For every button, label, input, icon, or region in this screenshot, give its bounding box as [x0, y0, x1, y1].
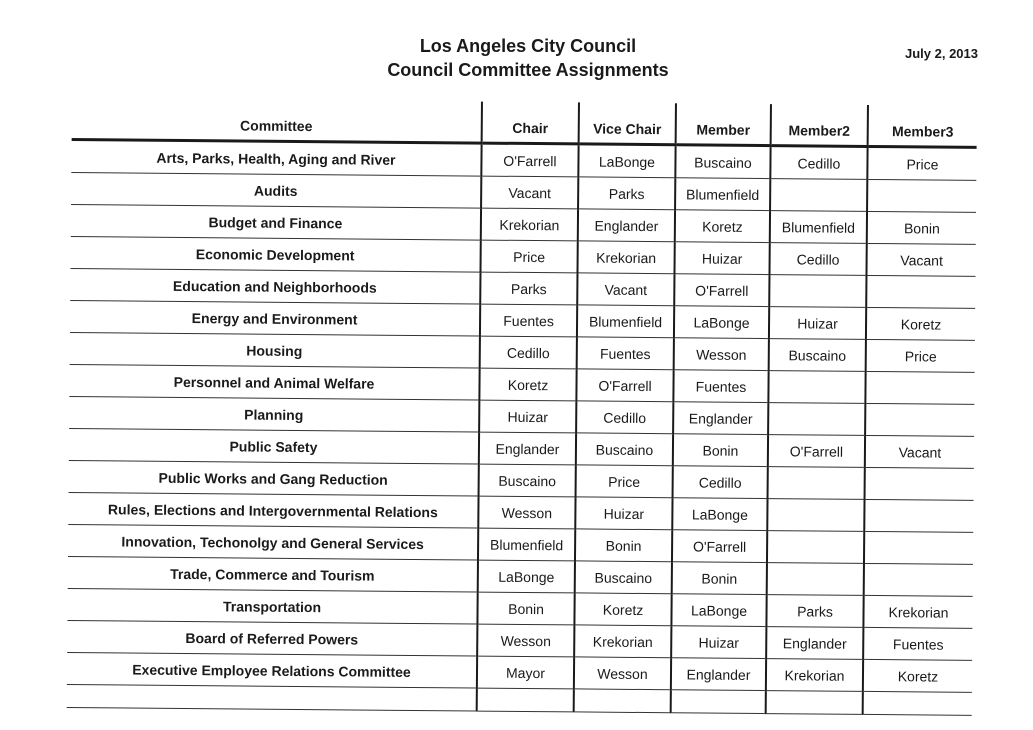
chair-cell: Wesson: [477, 624, 574, 657]
committee-cell: Trade, Commerce and Tourism: [68, 556, 478, 592]
member3-cell: [864, 531, 973, 564]
committee-cell: Innovation, Techonolgy and General Services: [68, 524, 478, 560]
member-cell: Buscaino: [675, 145, 770, 179]
chair-cell: Fuentes: [480, 304, 577, 337]
vice-chair-cell: Parks: [578, 177, 675, 210]
member3-cell: Price: [866, 339, 975, 372]
member2-cell: [768, 371, 865, 404]
column-header-committee: Committee: [72, 98, 482, 143]
member3-cell: Koretz: [863, 659, 972, 692]
vice-chair-cell: Englander: [578, 209, 675, 242]
chair-cell: O'Farrell: [481, 143, 578, 177]
member-cell: O'Farrell: [674, 274, 769, 307]
member3-cell: Koretz: [866, 307, 975, 340]
chair-cell: Englander: [479, 432, 576, 465]
member3-cell: Price: [867, 146, 976, 180]
committee-cell: Personnel and Animal Welfare: [69, 364, 479, 400]
vice-chair-cell: Vacant: [577, 273, 674, 306]
member-cell: Wesson: [674, 338, 769, 371]
chair-cell: Buscaino: [479, 464, 576, 497]
vice-chair-cell: Koretz: [574, 593, 671, 626]
member-cell: Englander: [671, 658, 766, 691]
committee-cell: Energy and Environment: [70, 300, 480, 336]
member2-cell: Blumenfield: [770, 211, 867, 244]
blank-cell: [671, 690, 766, 714]
chair-cell: LaBonge: [478, 560, 575, 593]
member2-cell: [768, 403, 865, 436]
member2-cell: [768, 467, 865, 500]
member3-cell: [865, 371, 974, 404]
column-header-chair: Chair: [482, 102, 579, 144]
member2-cell: O'Farrell: [768, 435, 865, 468]
vice-chair-cell: Blumenfield: [577, 305, 674, 338]
member-cell: Cedillo: [673, 466, 768, 499]
blank-cell: [574, 689, 671, 713]
vice-chair-cell: Bonin: [575, 529, 672, 562]
member-cell: LaBonge: [671, 594, 766, 627]
vice-chair-cell: LaBonge: [578, 144, 675, 178]
committee-cell: Economic Development: [71, 236, 481, 272]
member3-cell: [865, 403, 974, 436]
member2-cell: [767, 499, 864, 532]
vice-chair-cell: Buscaino: [576, 433, 673, 466]
member-cell: Englander: [673, 402, 768, 435]
member3-cell: [864, 563, 973, 596]
vice-chair-cell: Cedillo: [576, 401, 673, 434]
committee-cell: Education and Neighborhoods: [70, 268, 480, 304]
vice-chair-cell: Buscaino: [575, 561, 672, 594]
member2-cell: [769, 275, 866, 308]
title-line-2: Council Committee Assignments: [387, 60, 669, 80]
chair-cell: Bonin: [477, 592, 574, 625]
member2-cell: [767, 563, 864, 596]
member-cell: Koretz: [675, 210, 770, 243]
document-date: July 2, 2013: [905, 46, 978, 61]
member2-cell: Cedillo: [770, 146, 867, 180]
vice-chair-cell: Huizar: [575, 497, 672, 530]
member3-cell: Krekorian: [863, 595, 972, 628]
blank-cell: [766, 691, 863, 715]
chair-cell: Cedillo: [480, 336, 577, 369]
chair-cell: Parks: [480, 272, 577, 305]
vice-chair-cell: Price: [576, 465, 673, 498]
table-body: [67, 139, 977, 715]
member-cell: Bonin: [673, 434, 768, 467]
member-cell: LaBonge: [674, 306, 769, 339]
member-cell: Fuentes: [673, 370, 768, 403]
title-line-1: Los Angeles City Council: [419, 36, 637, 56]
member2-cell: [770, 179, 867, 212]
member3-cell: [865, 467, 974, 500]
committee-cell: Planning: [69, 396, 479, 432]
chair-cell: Price: [480, 240, 577, 273]
vice-chair-cell: O'Farrell: [576, 369, 673, 402]
committee-cell: Budget and Finance: [71, 204, 481, 240]
document-title: [378, 34, 678, 82]
chair-cell: Vacant: [481, 176, 578, 209]
committee-cell: Housing: [70, 332, 480, 368]
member3-cell: [864, 499, 973, 532]
member-cell: Bonin: [672, 562, 767, 595]
chair-cell: Blumenfield: [478, 528, 575, 561]
member3-cell: Vacant: [866, 243, 975, 276]
chair-cell: Mayor: [477, 656, 574, 689]
member2-cell: Krekorian: [766, 659, 863, 692]
committee-cell: Transportation: [67, 588, 477, 624]
vice-chair-cell: Wesson: [574, 657, 671, 690]
member2-cell: Huizar: [769, 307, 866, 340]
vice-chair-cell: Krekorian: [577, 241, 674, 274]
column-header-vice-chair: Vice Chair: [579, 102, 676, 144]
member3-cell: Vacant: [865, 435, 974, 468]
column-header-member3: Member3: [868, 105, 977, 147]
committee-cell: Public Safety: [69, 428, 479, 464]
column-header-member: Member: [676, 103, 771, 145]
blank-cell: [863, 691, 972, 715]
member-cell: Huizar: [674, 242, 769, 275]
chair-cell: Wesson: [478, 496, 575, 529]
vice-chair-cell: Krekorian: [574, 625, 671, 658]
member3-cell: Bonin: [867, 211, 976, 244]
column-header-member2: Member2: [771, 104, 868, 146]
member2-cell: [767, 531, 864, 564]
chair-cell: Koretz: [479, 368, 576, 401]
assignments-table: [67, 98, 977, 716]
member2-cell: Englander: [766, 627, 863, 660]
committee-cell: Arts, Parks, Health, Aging and River: [71, 139, 481, 176]
vice-chair-cell: Fuentes: [577, 337, 674, 370]
chair-cell: Huizar: [479, 400, 576, 433]
committee-cell: Audits: [71, 172, 481, 208]
member-cell: LaBonge: [672, 498, 767, 531]
member-cell: Huizar: [671, 626, 766, 659]
member3-cell: [867, 179, 976, 212]
member3-cell: Fuentes: [863, 627, 972, 660]
chair-cell: Krekorian: [481, 208, 578, 241]
committee-cell: Board of Referred Powers: [67, 620, 477, 656]
member3-cell: [866, 275, 975, 308]
member2-cell: Buscaino: [769, 339, 866, 372]
committee-cell: Rules, Elections and Intergovernmental Relations: [68, 492, 478, 528]
blank-cell: [67, 684, 477, 711]
member2-cell: Cedillo: [769, 243, 866, 276]
committee-cell: Executive Employee Relations Committee: [67, 652, 477, 688]
member2-cell: Parks: [766, 595, 863, 628]
member-cell: Blumenfield: [675, 178, 770, 211]
committee-cell: Public Works and Gang Reduction: [69, 460, 479, 496]
member-cell: O'Farrell: [672, 530, 767, 563]
blank-cell: [477, 688, 574, 712]
